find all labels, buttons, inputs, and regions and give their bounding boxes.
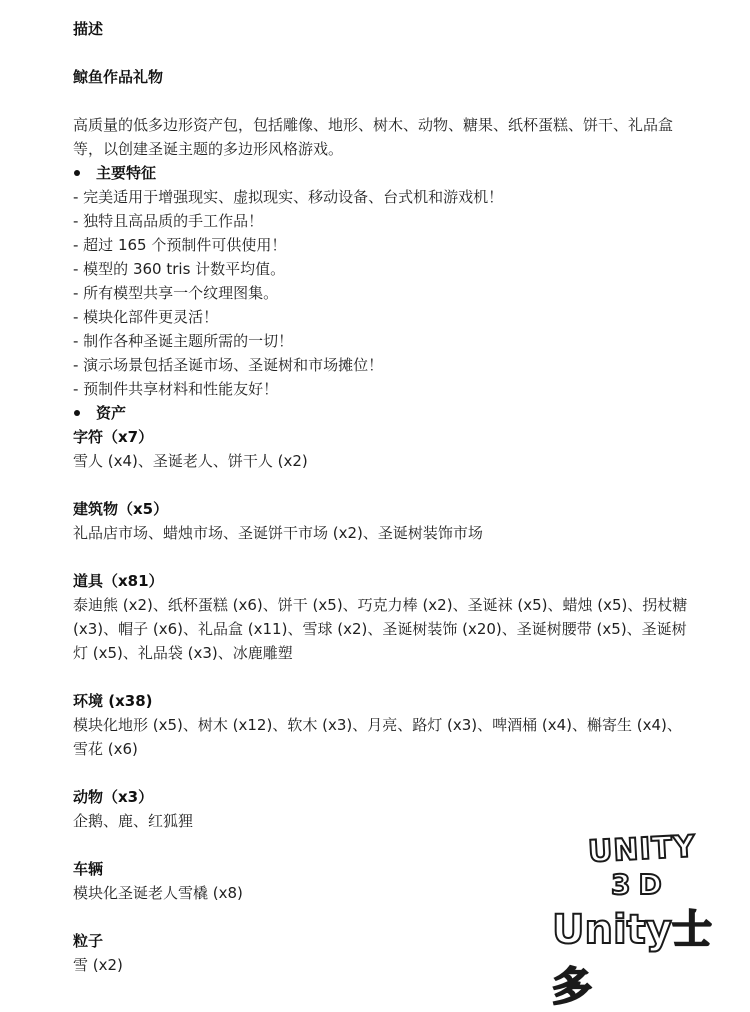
product-title: 鲸鱼作品礼物: [73, 68, 164, 86]
feature-item: - 制作各种圣诞主题所需的一切！: [73, 332, 294, 350]
spacer: [73, 761, 693, 785]
intro-paragraph: 高质量的低多边形资产包，包括雕像、地形、树木、动物、糖果、纸杯蛋糕、饼干、礼品盒等，以创建圣诞主题的多边形风格游戏。: [73, 116, 674, 158]
section-title-particles: 粒子: [73, 932, 104, 950]
feature-item: - 超过 165 个预制件可供使用！: [73, 236, 287, 254]
spacer: [73, 89, 693, 113]
description-heading: 描述: [73, 20, 104, 38]
feature-item: - 模型的 360 tris 计数平均值。: [73, 260, 286, 278]
document-body: [73, 17, 693, 977]
feature-item: - 模块化部件更灵活！: [73, 308, 219, 326]
section-content-vehicles: 模块化圣诞老人雪橇 (x8): [73, 884, 243, 902]
spacer: [73, 545, 693, 569]
assets-heading: 资产: [73, 401, 693, 425]
feature-item: - 演示场景包括圣诞市场、圣诞树和市场摊位！: [73, 356, 384, 374]
section-title-animals: 动物（x3）: [73, 788, 154, 806]
section-content-props: 泰迪熊 (x2)、纸杯蛋糕 (x6)、饼干 (x5)、巧克力棒 (x2)、圣诞袜 (x5)、蜡烛 (x5)、拐杖糖 (x3)、帽子 (x6)、礼品盒 (x11)、雪球 (x2)、圣诞树装饰 (x20)、圣诞树腰带 (x5)、圣诞树灯 (x5)、礼品袋 (x3)、冰鹿雕塑: [73, 596, 688, 662]
section-content-buildings: 礼品店市场、蜡烛市场、圣诞饼干市场 (x2)、圣诞树装饰市场: [73, 524, 483, 542]
section-title-buildings: 建筑物（x5）: [73, 500, 169, 518]
section-content-animals: 企鹅、鹿、红狐狸: [73, 812, 194, 830]
watermark-logo-unity: UNITY: [587, 829, 697, 870]
watermark-logo-store: Unity士多: [552, 907, 712, 1010]
section-title-props: 道具（x81）: [73, 572, 164, 590]
watermark-logo-3d: 3D: [611, 868, 670, 901]
section-title-vehicles: 车辆: [73, 860, 104, 878]
spacer: [73, 473, 693, 497]
section-content-characters: 雪人 (x4)、圣诞老人、饼干人 (x2): [73, 452, 308, 470]
spacer: [73, 41, 693, 65]
section-title-characters: 字符（x7）: [73, 428, 154, 446]
feature-item: - 所有模型共享一个纹理图集。: [73, 284, 279, 302]
feature-item: - 预制件共享材料和性能友好！: [73, 380, 279, 398]
spacer: [73, 665, 693, 689]
section-title-environment: 环境 (x38): [73, 692, 153, 710]
feature-item: - 完美适用于增强现实、虚拟现实、移动设备、台式机和游戏机！: [73, 188, 504, 206]
feature-item: - 独特且高品质的手工作品！: [73, 212, 264, 230]
section-content-environment: 模块化地形 (x5)、树木 (x12)、软木 (x3)、月亮、路灯 (x3)、啤酒桶 (x4)、槲寄生 (x4)、雪花 (x6): [73, 716, 682, 758]
features-heading: 主要特征: [73, 161, 693, 185]
section-content-particles: 雪 (x2): [73, 956, 123, 974]
